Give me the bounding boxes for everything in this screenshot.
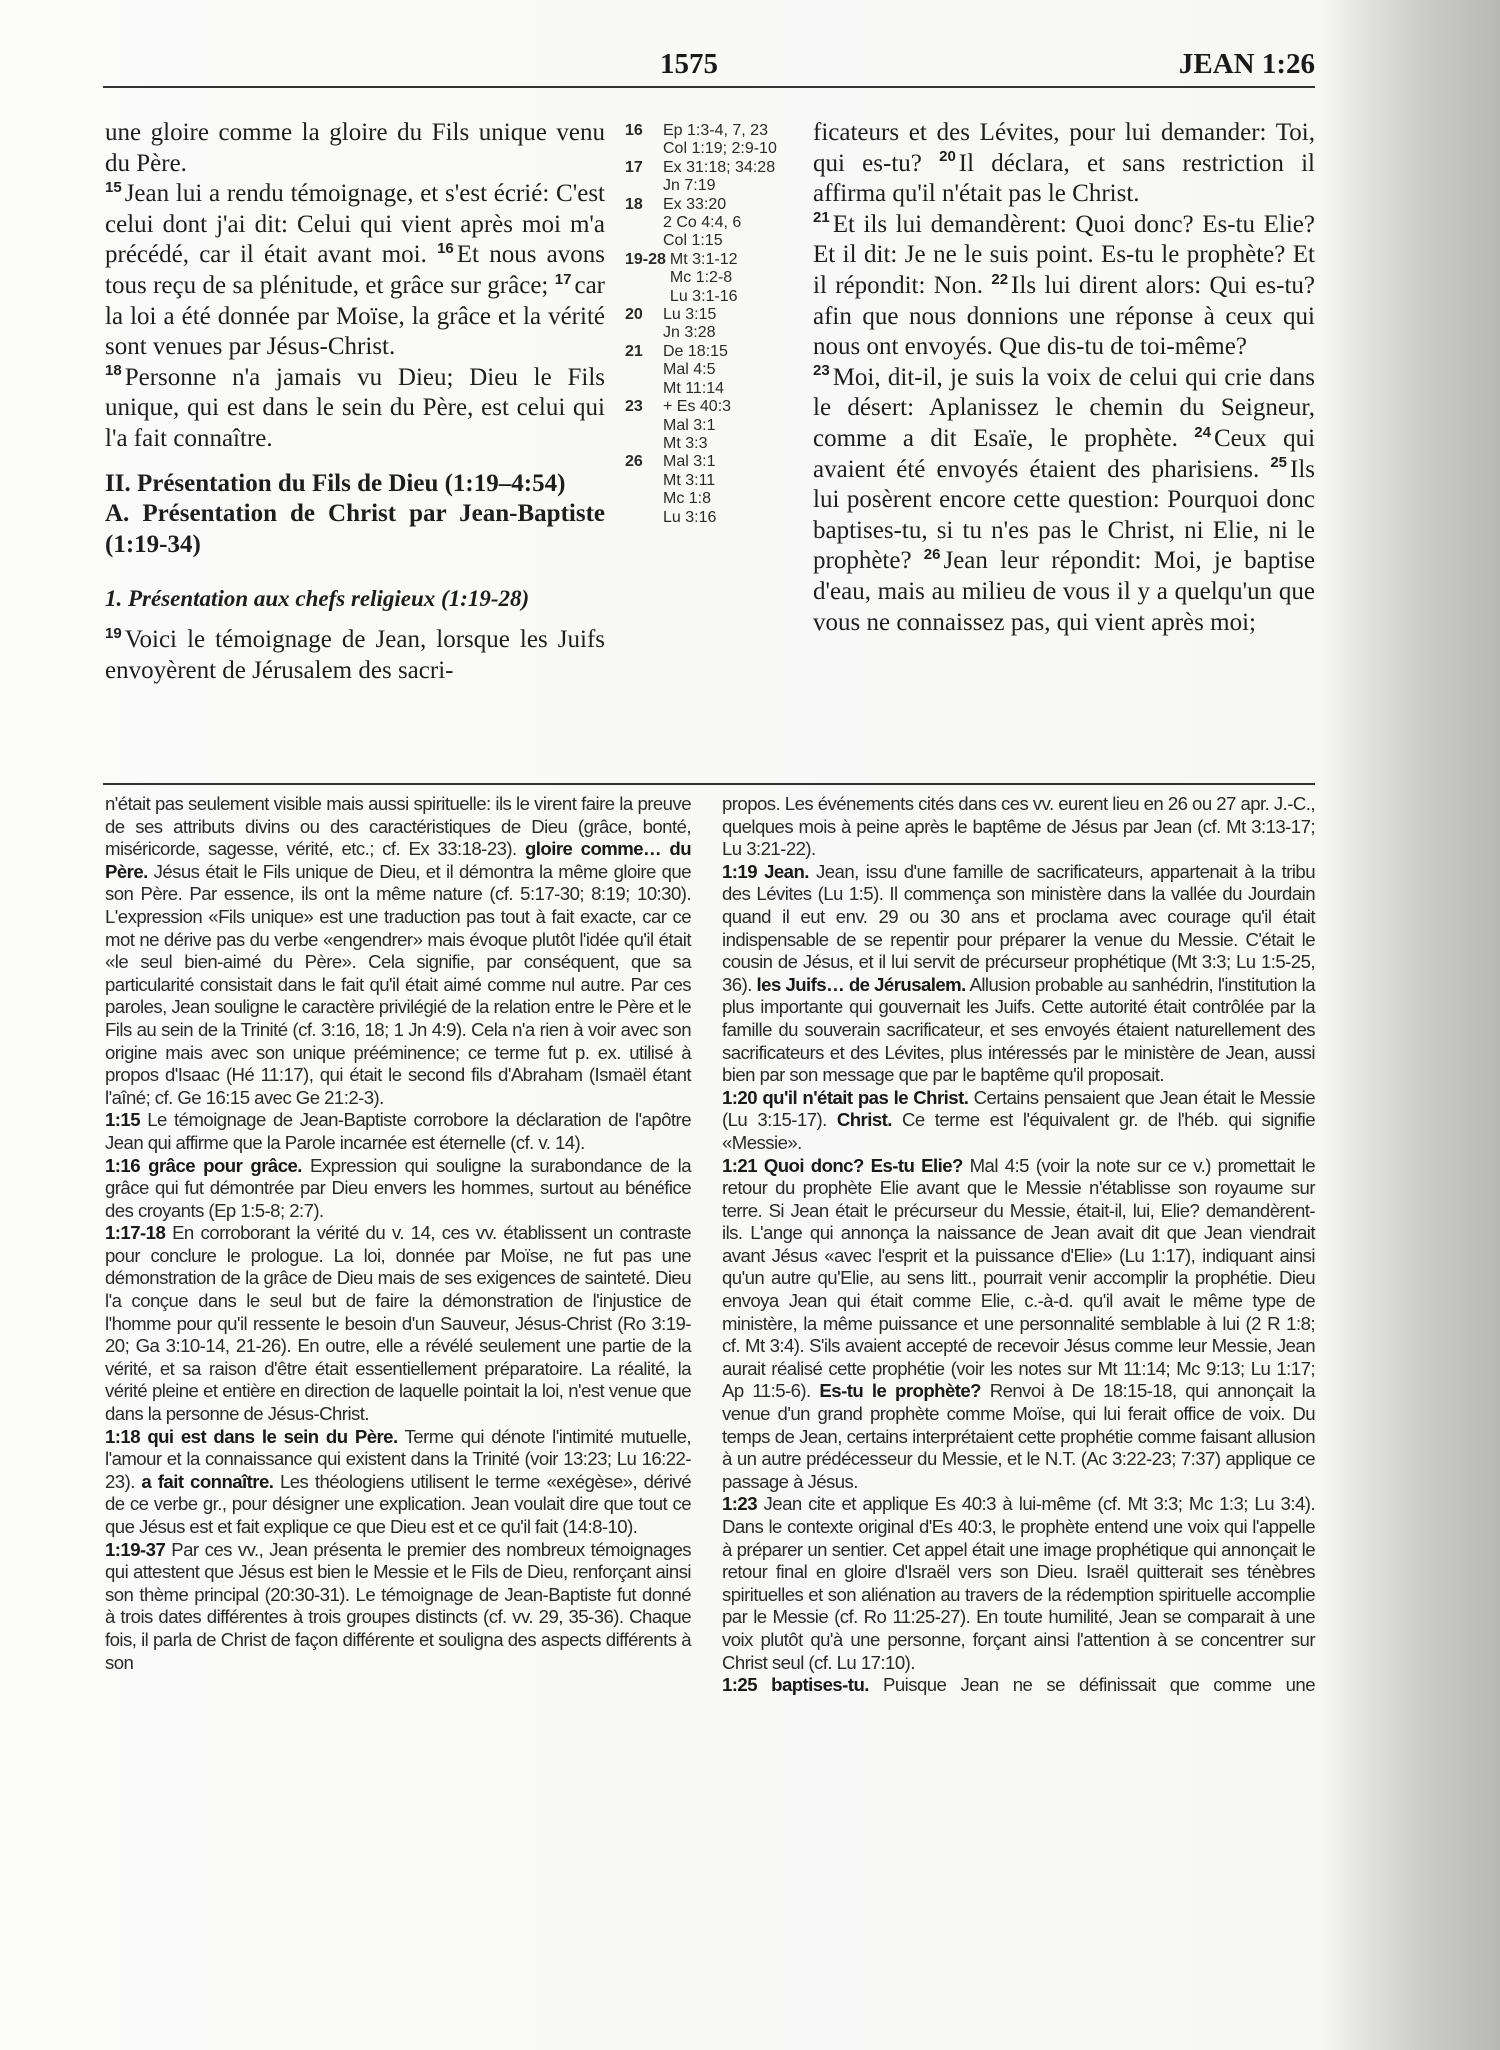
cross-reference-entry [625,306,795,343]
text-run: Jean leur répondit: Moi, je baptise d'eau, mais au milieu de vous il y a quelqu'un que vous ne connaissez pas, qui vient après moi; [813,547,1315,636]
note-paragraph [722,1493,1315,1674]
note-keyword: 1:16 grâce pour grâce. [105,1154,302,1176]
verse-paragraph [813,210,1315,363]
cross-reference: De 18:15 [663,342,728,360]
cross-reference-entry [625,398,795,453]
cross-reference: Mc 1:8 [663,490,712,508]
study-notes-right [722,793,1315,1697]
cross-reference: Lu 3:15 [663,306,717,324]
note-keyword: Christ. [836,1109,892,1131]
note-paragraph [722,1155,1315,1494]
running-head: JEAN 1:26 [1178,48,1315,80]
text-run: Jean cite et applique Es 40:3 à lui-même (cf. Mt 3:3; Mc 1:3; Lu 3:4). Dans le contexte original d'Es 40:3, le prophète entend une voix qui l'appelle à préparer un sentier. Cet appel était une image prophétique qui annonçait le retour final en gloire d'Israël vers son Dieu. Israël quitterait ses ténèbres spirituelles et son aliénation au travers de la rédemption spirituelle accomplie par le Messie (cf. Ro 11:25-27). En toute humilité, Jean se comparait à une voix plutôt qu'à une personne, forçant ainsi l'attention à se concentrer sur Christ seul (cf. Lu 17:10). [722,1493,1315,1673]
text-run: Et ils lui demandèrent: Quoi donc? Es-tu Elie? Et il dit: Je ne le suis point. Es-tu le prophète? Et il répondit: Non. [813,210,1315,299]
verses-left [105,118,605,455]
text-run: Les théologiens utilisent le terme «exégèse», dérivé de ce verbe gr., pour désigner une explication. Jean voulait dire que tout ce que Jésus est et fait explique ce que Dieu est et ce qu'il fait (14:8-10). [105,1470,692,1537]
cross-reference-entry [625,196,795,251]
text-run: Moi, dit-il, je suis la voix de celui qui crie dans le désert: Aplanissez le chemin du Seigneur, comme a dit Esaïe, le prophète. [813,363,1315,452]
text-run: Le témoignage de Jean-Baptiste corrobore la déclaration de l'apôtre Jean qui affirme que la Parole incarnée est éternelle (cf. v. 14). [105,1109,691,1153]
cross-reference: Jn 7:19 [663,177,716,195]
text-run: Expression qui souligne la surabondance de la grâce qui fut démontrée par Dieu envers les hommes, surtout au bénéfice des croyants (Ep 1:5-8; 2:7). [105,1154,691,1221]
cross-reference: + Es 40:3 [663,398,732,416]
text-run: Certains pensaient que Jean était le Messie (Lu 3:15-17). [722,1086,1315,1131]
header-rule [103,86,1315,88]
verse-number: 23 [813,362,830,380]
note-keyword: 1:23 [722,1493,758,1515]
note-keyword: 1:21 Quoi donc? Es-tu Elie? [722,1154,963,1176]
verse-paragraph [105,118,605,179]
cross-reference: Mt 3:3 [663,434,708,452]
text-run: Personne n'a jamais vu Dieu; Dieu le Fils unique, qui est dans le sein du Père, est celui qui l'a fait connaître. [105,363,605,452]
bible-text-right-column [813,118,1315,638]
verses-left-after [105,625,605,686]
verse-number: 17 [554,270,572,288]
note-paragraph [105,1155,691,1223]
verse-paragraph [105,363,605,455]
text-run: Mal 4:5 (voir la note sur ce v.) promettait le retour du prophète Elie avant que le Messie n'établisse son royaume sur terre. Si Jean était le précurseur du Messie, était-il, lui, Elie? demandèrent-ils. L'ange qui annonça la naissance de Jean avait dit que Jean viendrait avant Jésus «avec l'esprit et la puissance d'Elie» (Lu 1:17), indiquant ainsi qu'un autre qu'Elie, au sens litt., pourrait venir accomplir la prophétie. Dieu envoya Jean qui était comme Elie, c.-à-d. qu'il avait le même type de ministère, la même puissance et une personnalité semblable à lui (2 R 1:8; cf. Mt 3:4). S'ils avaient accepté de recevoir Jésus comme leur Messie, Jean aurait réalisé cette prophétie (voir les notes sur Mt 11:14; Mc 9:13; Lu 1:17; Ap 11:5-6). [722,1154,1315,1402]
bible-text-left-column [105,118,605,686]
cross-reference: Mal 3:1 [663,453,716,471]
text-run: n'était pas seulement visible mais aussi spirituelle: ils le virent faire la preuve de ses attributs divins ou des caractéristiques de Dieu (grâce, bonté, miséricorde, sagesse, vérité, etc.; cf. Ex 33:18-23). [105,793,691,860]
note-keyword: gloire comme… du Père. [105,838,691,882]
note-keyword: 1:25 baptises-tu. [722,1674,869,1696]
cross-reference: Mal 3:1 [663,416,716,434]
verse-paragraph [105,625,605,686]
study-notes-left [105,793,691,1674]
text-run: Allusion probable au sanhédrin, l'institution la plus importante qui gouvernait les Juifs. Cette autorité était contrôlée par la famille du souverain sacrificateur, et ses envoyés étaient naturellement des sacrificateurs et des Lévites, plus intéressés par le ministère de Jean, aussi bien par son message que par le baptême qu'il proposait. [722,973,1315,1086]
cross-reference-verse: 26 [625,453,643,471]
verse-paragraph [813,118,1315,210]
cross-reference-verse: 17 [625,158,643,176]
verse-number: 24 [1194,423,1211,441]
cross-reference-verse: 18 [625,195,643,213]
text-run: Il déclara, et sans restriction il affirma qu'il n'était pas le Christ. [813,149,1315,208]
cross-reference: Col 1:15 [663,232,723,250]
cross-reference-entry [625,453,795,527]
text-run: car la loi a été donnée par Moïse, la grâce et la vérité sont venues par Jésus-Christ. [105,271,605,361]
notes-divider [103,783,1315,785]
cross-reference-entry [625,122,795,159]
note-paragraph [722,793,1315,861]
cross-reference-verse: 19-28 [625,250,666,268]
cross-reference-verse: 16 [625,122,643,139]
cross-reference-verse: 23 [625,398,643,416]
cross-reference-verse: 20 [625,306,643,324]
note-keyword: 1:19-37 [105,1538,166,1560]
text-run: Par ces vv., Jean présenta le premier des nombreux témoignages qui attestent que Jésus est bien le Messie et le Fils de Dieu, renforçant ainsi son thème principal (20:30-31). Le témoignage de Jean-Baptiste fut donné à trois dates différentes à trois groupes distincts (cf. vv. 29, 35-36). Chaque fois, il parla de Christ de façon différente et souligna des aspects différents à son [105,1538,691,1673]
page-number: 1575 [660,48,718,80]
text-run: propos. Les événements cités dans ces vv. eurent lieu en 26 ou 27 apr. J.-C., quelques mois à peine après le baptême de Jésus par Jean (cf. Mt 3:13-17; Lu 3:21-22). [722,793,1315,860]
note-paragraph [722,1674,1315,1697]
note-paragraph [722,861,1315,1087]
verse-number: 15 [105,178,122,196]
text-run: une gloire comme la gloire du Fils unique venu du Père. [105,119,605,177]
cross-references-column [625,122,795,527]
text-run: Jean lui a rendu témoignage, et s'est écrié: C'est celui dont j'ai dit: Celui qui vient après moi m'a précédé, car il était avant moi. [105,180,605,269]
cross-reference-entry [625,343,795,398]
note-keyword: 1:19 Jean. [722,860,809,882]
cross-reference: Mt 3:1-12 [669,250,738,268]
cross-reference: Mt 3:11 [663,471,716,489]
verse-number: 21 [813,209,830,227]
cross-reference-entry [625,159,795,196]
verse-number: 20 [939,148,956,166]
cross-reference: Mal 4:5 [663,361,716,379]
text-run: Ce terme est l'équivalent gr. de l'héb. qui signifie «Messie». [722,1109,1315,1153]
text-run: Renvoi à De 18:15-18, qui annonçait la venue d'un grand prophète comme Moïse, qui lui ferait office de voix. Du temps de Jean, certains interprétaient cette prophétie comme faisant allusion à un autre prédécesseur du Messie, et le N.T. (Ac 3:22-23; 7:37) applique ce passage à Jésus. [722,1380,1315,1492]
section-heading: A. Présentation de Christ par Jean-Baptiste (1:19-34) [105,500,605,558]
text-run: Ceux qui avaient été envoyés étaient des pharisiens. [813,424,1316,483]
cross-reference-verse: 21 [625,342,643,360]
verse-number: 16 [437,240,454,258]
note-keyword: 1:17-18 [105,1222,166,1244]
verse-paragraph [105,179,605,363]
cross-reference: Ex 31:18; 34:28 [663,158,776,176]
note-paragraph [105,1222,691,1425]
text-run: ficateurs et des Lévites, pour lui demander: Toi, qui es-tu? [813,119,1315,177]
cross-reference: Mc 1:2-8 [669,269,733,287]
cross-reference: Col 1:19; 2:9-10 [663,140,777,158]
note-keyword: les Juifs… de Jérusalem. [756,973,966,995]
text-run: Ils lui posèrent encore cette question: Pourquoi donc baptises-tu, si tu n'es pas le Christ, ni Elie, ni le prophète? [813,455,1315,575]
cross-reference: Lu 3:16 [663,508,717,526]
subsection-heading: 1. Présentation aux chefs religieux (1:19-28) [105,586,530,612]
cross-reference-entry [625,251,795,306]
cross-reference: Ex 33:20 [663,195,727,213]
cross-reference: Mt 11:14 [663,379,725,397]
note-keyword: 1:15 [105,1109,141,1131]
verse-number: 18 [105,362,122,380]
note-paragraph [105,1539,691,1675]
part-heading: II. Présentation du Fils de Dieu (1:19–4:54) [105,469,566,497]
cross-reference: Jn 3:28 [663,324,716,342]
note-keyword: 1:18 qui est dans le sein du Père. [105,1425,398,1447]
note-paragraph [722,1087,1315,1155]
text-run: Jésus était le Fils unique de Dieu, et il démontra la même gloire que son Père. Par essence, ils ont la même nature (cf. 5:17-30; 8:19; 10:30). L'expression «Fils unique» est une traduction pas tout à fait exacte, car ce mot ne dérive pas du verbe «engendrer» mais évoque plutôt l'idée qu'il était «le seul bien-aimé du Père». Cela signifie, par conséquent, que sa particularité consistait dans le fait qu'il était aimé comme nul autre. Par ces paroles, Jean souligne le caractère privilégié de la relation entre le Père et le Fils au sein de la Trinité (cf. 3:16, 18; 1 Jn 4:9). Cela n'a rien à voir avec son origine mais avec son unique prééminence; ce terme fut p. ex. utilisé à propos d'Isaac (Hé 11:17), qui était le second fils d'Abraham (Ismaël étant l'aîné; cf. Ge 16:15 avec Ge 21:2-3). [105,860,691,1108]
verse-number: 19 [105,624,122,642]
text-run: Et nous avons tous reçu de sa plénitude, et grâce sur grâce; [105,241,605,299]
verses-right [813,118,1315,638]
cross-reference: Ep 1:3-4, 7, 23 [663,122,768,139]
note-paragraph [105,1426,691,1539]
text-run: Terme qui dénote l'intimité mutuelle, l'amour et la connaissance qui existent dans la Trinité (voir 13:23; Lu 16:22-23). [105,1425,691,1492]
text-run: Jean, issu d'une famille de sacrificateurs, appartenait à la tribu des Lévites (Lu 1:5). Il commença son ministère dans la vallée du Jourdain quand il eut env. 29 ou 30 ans et proclama avec courage qu'il était indispensable de se repentir pour préparer la venue du Messie. C'était le cousin de Jésus, et il lui servit de précurseur prophétique (Mt 3:3; Lu 1:5-25, 36). [722,860,1315,995]
note-keyword: Es-tu le prophète? [819,1380,981,1402]
text-run: Puisque Jean ne se définissait que comme une [868,1674,1315,1696]
verse-number: 25 [1270,454,1287,472]
verse-paragraph [813,363,1315,638]
text-run: Voici le témoignage de Jean, lorsque les Juifs envoyèrent de Jérusalem des sacri- [105,625,605,684]
note-paragraph [105,793,691,1109]
verse-number: 22 [991,270,1009,288]
note-keyword: a fait connaître. [141,1470,274,1492]
cross-reference: Lu 3:1-16 [669,287,738,305]
text-run: En corroborant la vérité du v. 14, ces vv. établissent un contraste pour conclure le prologue. La loi, donnée par Moïse, ne fut pas une démonstration de la grâce de Dieu mais de ses exigences de sainteté. Dieu l'a conçue dans le seul but de faire la démonstration de l'injustice de l'homme pour qu'il ressente le besoin d'un Sauveur, Jésus-Christ (Ro 3:19-20; Ga 3:10-14, 21-26). En outre, elle a révélé seulement une partie de la vérité, et sa raison d'être était essentiellement préparatoire. La réalité, la vérité pleine et entière en direction de laquelle pointait la loi, n'est venue que dans la personne de Jésus-Christ. [105,1222,691,1425]
verse-number: 26 [923,545,941,563]
note-keyword: 1:20 qu'il n'était pas le Christ. [722,1086,969,1108]
cross-reference: 2 Co 4:4, 6 [663,214,742,232]
note-paragraph [105,1109,691,1154]
text-run: Ils lui dirent alors: Qui es-tu? afin que nous donnions une réponse à ceux qui nous ont envoyés. Que dis-tu de toi-même? [813,271,1315,361]
